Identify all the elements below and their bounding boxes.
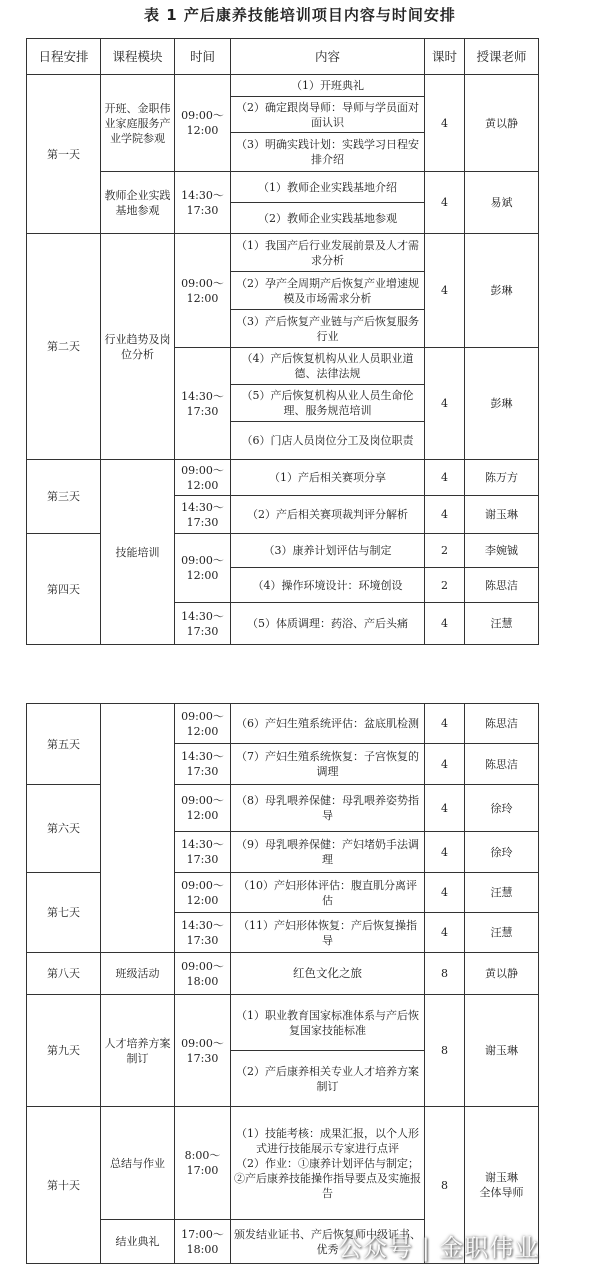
module-cell: 教师企业实践基地参观 [101,172,175,234]
teacher-cell: 易斌 [465,172,539,234]
hours-cell: 4 [425,348,465,460]
header-module: 课程模块 [101,39,175,75]
hours-cell: 2 [425,568,465,603]
header-time: 时间 [175,39,231,75]
teacher-cell: 黄以静 [465,953,539,995]
teacher-cell: 陈思洁 [465,568,539,603]
table-row [27,995,539,1051]
teacher-cell: 谢玉琳 [465,496,539,534]
content-cell: （1）产后相关赛项分享 [231,460,425,496]
teacher-cell: 彭琳 [465,234,539,348]
day-cell: 第五天 [27,704,101,785]
time-cell: 8:00～17:00 [175,1107,231,1220]
header-content: 内容 [231,39,425,75]
table-row [27,234,539,272]
content-cell: （3）产后恢复产业链与产后恢复服务行业 [231,310,425,348]
day-cell: 第三天 [27,460,101,534]
teacher-cell: 黄以静 [465,75,539,172]
time-cell: 09:00～12:00 [175,704,231,744]
content-cell: （2）孕产全周期产后恢复产业增速规模及市场需求分析 [231,272,425,310]
content-cell: （1）我国产后行业发展前景及人才需求分析 [231,234,425,272]
content-cell: （2）产后康养相关专业人才培养方案制订 [231,1051,425,1107]
teacher-cell: 汪慧 [465,603,539,645]
header-schedule: 日程安排 [27,39,101,75]
day-cell: 第四天 [27,534,101,645]
time-cell: 09:00～17:30 [175,995,231,1107]
table-row [27,75,539,97]
module-cell: 人才培养方案制订 [101,995,175,1107]
module-cell: 总结与作业 [101,1107,175,1220]
content-cell: （2）产后相关赛项裁判评分解析 [231,496,425,534]
day-cell: 第八天 [27,953,101,995]
day-cell: 第二天 [27,234,101,460]
module-cell: 班级活动 [101,953,175,995]
time-cell: 14:30～17:30 [175,496,231,534]
time-cell: 09:00～12:00 [175,873,231,913]
hours-cell: 4 [425,785,465,832]
content-cell: （3）康养计划评估与制定 [231,534,425,568]
hours-cell: 4 [425,913,465,953]
time-cell: 14:30～17:30 [175,348,231,460]
content-cell: （1）教师企业实践基地介绍 [231,172,425,203]
time-cell: 14:30～17:30 [175,172,231,234]
content-cell [231,1107,425,1220]
content-cell: （4）操作环境设计：环境创设 [231,568,425,603]
module-cell: 技能培训 [101,460,175,645]
teacher-cell: 陈思洁 [465,744,539,785]
content-cell: 颁发结业证书、产后恢复师中级证书、优秀 [231,1220,425,1264]
table-row [27,704,539,744]
schedule-table-part-2 [26,703,539,1264]
teacher-line: 谢玉琳 [485,1171,518,1184]
teacher-cell: 陈思洁 [465,704,539,744]
day-cell: 第九天 [27,995,101,1107]
hours-cell: 4 [425,603,465,645]
hours-cell: 8 [425,953,465,995]
content-cell: （4）产后恢复机构从业人员职业道德、法律法规 [231,348,425,385]
teacher-cell: 李婉铖 [465,534,539,568]
time-cell: 09:00～12:00 [175,460,231,496]
time-cell: 09:00～12:00 [175,534,231,603]
time-cell: 14:30～17:30 [175,913,231,953]
content-cell: （7）产妇生殖系统恢复：子宫恢复的调理 [231,744,425,785]
teacher-line: 全体导师 [479,1186,524,1199]
day-cell: 第六天 [27,785,101,873]
schedule-table-part-1 [26,38,539,645]
module-cell: 开班、金职伟业家庭服务产业学院参观 [101,75,175,172]
hours-cell: 2 [425,534,465,568]
teacher-cell: 谢玉琳 [465,995,539,1107]
content-cell: （2）确定跟岗导师：导师与学员面对面认识 [231,97,425,133]
content-cell: （5）产后恢复机构从业人员生命伦理、服务规范培训 [231,385,425,422]
hours-cell: 4 [425,496,465,534]
content-line: （1）技能考核：成果汇报，以个人形式进行技能展示专家进行点评 [236,1126,419,1155]
hours-cell: 4 [425,873,465,913]
hours-cell: 4 [425,75,465,172]
content-cell: （8）母乳喂养保健：母乳喂养姿势指导 [231,785,425,832]
time-cell: 17:00～18:00 [175,1220,231,1264]
content-cell: （9）母乳喂养保健：产妇堵奶手法调理 [231,832,425,873]
module-cell-continued [101,704,175,953]
time-cell: 09:00～12:00 [175,785,231,832]
hours-cell: 4 [425,172,465,234]
content-cell: （1）职业教育国家标准体系与产后恢复国家技能标准 [231,995,425,1051]
day-cell: 第七天 [27,873,101,953]
content-cell: （1）开班典礼 [231,75,425,97]
hours-cell: 8 [425,995,465,1107]
table-row [27,1107,539,1220]
day-cell: 第一天 [27,75,101,234]
content-cell: （10）产妇形体评估：腹直肌分离评估 [231,873,425,913]
header-teacher: 授课老师 [465,39,539,75]
content-cell: （3）明确实践计划：实践学习日程安排介绍 [231,133,425,172]
time-cell: 09:00～12:00 [175,234,231,348]
header-hours: 课时 [425,39,465,75]
hours-cell: 4 [425,744,465,785]
table-title: 表 1 产后康养技能培训项目内容与时间安排 [144,6,456,24]
content-cell: 红色文化之旅 [231,953,425,995]
watermark-text: 公众号 | 金职伟业 [338,1234,540,1262]
hours-cell: 4 [425,460,465,496]
table-row [27,172,539,203]
teacher-cell: 徐玲 [465,832,539,873]
teacher-cell: 汪慧 [465,913,539,953]
teacher-cell: 彭琳 [465,348,539,460]
time-cell: 14:30～17:30 [175,744,231,785]
time-cell: 14:30～17:30 [175,603,231,645]
day-cell: 第十天 [27,1107,101,1264]
module-cell: 行业趋势及岗位分析 [101,234,175,460]
time-cell: 14:30～17:30 [175,832,231,873]
content-line: （2）作业：①康养计划评估与制定；②产后康养技能操作指导要点及实施报告 [234,1156,421,1200]
time-cell: 09:00～18:00 [175,953,231,995]
hours-cell: 4 [425,704,465,744]
hours-cell: 4 [425,234,465,348]
content-cell: （6）门店人员岗位分工及岗位职责 [231,422,425,460]
hours-cell: 8 [425,1107,465,1264]
teacher-cell: 徐玲 [465,785,539,832]
hours-cell: 4 [425,832,465,873]
time-cell: 09:00～12:00 [175,75,231,172]
module-cell: 结业典礼 [101,1220,175,1264]
table-header-row [27,39,539,75]
table-row [27,460,539,496]
content-cell: （5）体质调理：药浴、产后头痛 [231,603,425,645]
content-cell: （6）产妇生殖系统评估：盆底肌检测 [231,704,425,744]
teacher-cell: 陈万方 [465,460,539,496]
content-cell: （11）产妇形体恢复：产后恢复操指导 [231,913,425,953]
teacher-cell: 汪慧 [465,873,539,913]
content-cell: （2）教师企业实践基地参观 [231,203,425,234]
table-row [27,953,539,995]
